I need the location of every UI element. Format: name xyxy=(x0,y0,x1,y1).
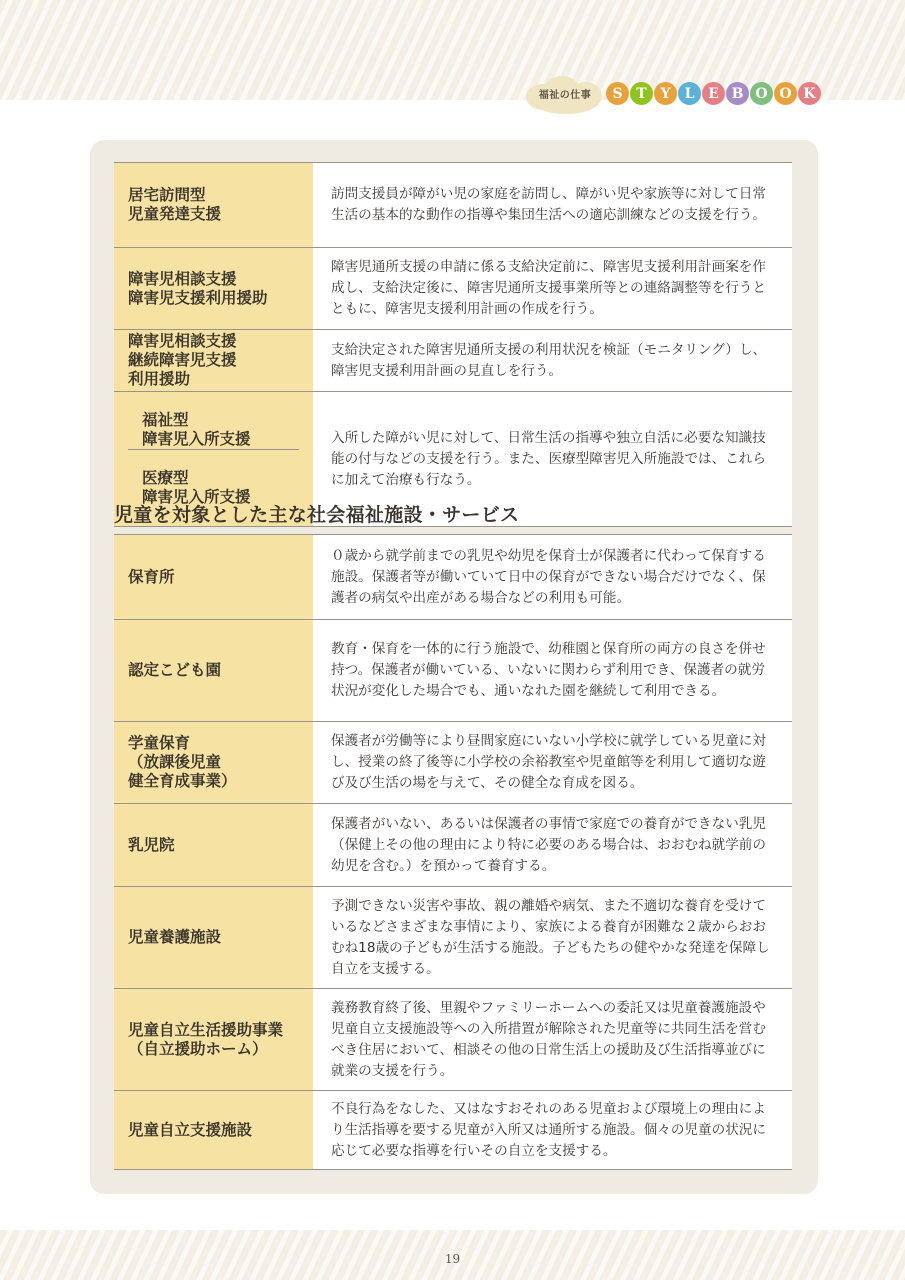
table-row xyxy=(114,163,792,248)
service-description: ０歳から就学前までの乳児や幼児を保育士が保護者に代わって保育する施設。保護者等が働いていて日中の保育ができない場合だけでなく、保護者の病気や出産がある場合などの利用も可能。 xyxy=(313,535,792,620)
service-description: 予測できない災害や事故、親の離婚や病気、また不適切な養育を受けているなどさまざまな事情により、家族による養育が困難な２歳からおおむね18歳の子どもが生活する施設。子どもたちの健やかな発達を保障し自立を支援する。 xyxy=(313,887,792,989)
disability-support-table xyxy=(114,162,792,527)
table-row xyxy=(114,535,792,620)
stylebook-logo xyxy=(522,74,822,118)
service-name: 保育所 xyxy=(114,535,313,620)
service-description: 支給決定された障害児通所支援の利用状況を検証（モニタリング）し、障害児支援利用計画の見直しを行う。 xyxy=(313,330,792,392)
table-row xyxy=(114,989,792,1091)
service-name: 医療型 障害児入所支援 xyxy=(142,469,251,506)
brand-letter: O xyxy=(774,82,797,105)
table-row xyxy=(114,620,792,722)
service-description: 教育・保育を一体的に行う施設で、幼稚園と保育所の両方の良さを併せ持つ。保護者が働いている、いないに関わらず利用でき、保護者の就労状況が変化した場合でも、通いなれた園を継続して利用できる。 xyxy=(313,620,792,722)
table-row xyxy=(114,722,792,804)
table-row xyxy=(114,1091,792,1170)
service-name: 居宅訪問型 児童発達支援 xyxy=(114,163,313,248)
table-row xyxy=(114,804,792,887)
service-description: 保護者がいない、あるいは保護者の事情で家庭での養育ができない乳児（保健上その他の理由により特に必要のある場合は、おおむね就学前の幼児を含む。）を預かって養育する。 xyxy=(313,804,792,887)
child-welfare-table xyxy=(114,534,792,1170)
brand-letter: B xyxy=(726,82,749,105)
service-description: 訪問支援員が障がい児の家庭を訪問し、障がい児や家族等に対して日常生活の基本的な動作の指導や集団生活への適応訓練などの支援を行う。 xyxy=(313,163,792,248)
service-name: 児童養護施設 xyxy=(114,887,313,989)
brand-letter: E xyxy=(702,82,725,105)
table-row xyxy=(114,887,792,989)
table-row xyxy=(114,248,792,330)
section-title: 児童を対象とした主な社会福祉施設・サービス xyxy=(114,504,520,526)
service-description: 保護者が労働等により昼間家庭にいない小学校に就学している児童に対し、授業の終了後等に小学校の余裕教室や児童館等を利用して適切な遊び及び生活の場を与えて、その健全な育成を図る。 xyxy=(313,722,792,804)
table-row xyxy=(114,330,792,392)
service-name: 児童自立生活援助事業 （自立援助ホーム） xyxy=(114,989,313,1091)
service-name: 障害児相談支援 継続障害児支援 利用援助 xyxy=(114,330,313,392)
page-number: 19 xyxy=(444,1252,461,1266)
service-name: 認定こども園 xyxy=(114,620,313,722)
brand-letter: L xyxy=(678,82,701,105)
service-description: 義務教育終了後、里親やファミリーホームへの委託又は児童養護施設や児童自立支援施設等への入所措置が解除された児童等に共同生活を営むべき住居において、相談その他の日常生活上の援助及び生活指導並びに就業の支援を行う。 xyxy=(313,989,792,1091)
service-description: 障害児通所支援の申請に係る支給決定前に、障害児支援利用計画案を作成し、支給決定後に、障害児通所支援事業所等との連絡調整等を行うとともに、障害児支援利用計画の作成を行う。 xyxy=(313,248,792,330)
brand-letter: O xyxy=(750,82,773,105)
service-name: 児童自立支援施設 xyxy=(114,1091,313,1170)
brand-subtitle: 福祉の仕事 xyxy=(538,90,592,101)
service-name: 福祉型 障害児入所支援 xyxy=(128,411,299,450)
brand-letter: S xyxy=(606,82,629,105)
service-description: 不良行為をなした、又はなすおそれのある児童および環境上の理由により生活指導を要する児童が入所又は通所する施設。個々の児童の状況に応じて必要な指導を行いその自立を支援する。 xyxy=(313,1091,792,1170)
service-name: 学童保育 （放課後児童 健全育成事業） xyxy=(114,722,313,804)
brand-letter: K xyxy=(798,82,821,105)
service-name: 障害児相談支援 障害児支援利用援助 xyxy=(114,248,313,330)
brand-letter: T xyxy=(630,82,653,105)
service-description: 入所した障がい児に対して、日常生活の指導や独立自活に必要な知識技能の付与などの支援を行う。また、医療型障害児入所施設では、これらに加えて治療も行なう。 xyxy=(313,392,792,527)
brand-letter: Y xyxy=(654,82,677,105)
brand-letters xyxy=(606,82,821,105)
service-name: 乳児院 xyxy=(114,804,313,887)
